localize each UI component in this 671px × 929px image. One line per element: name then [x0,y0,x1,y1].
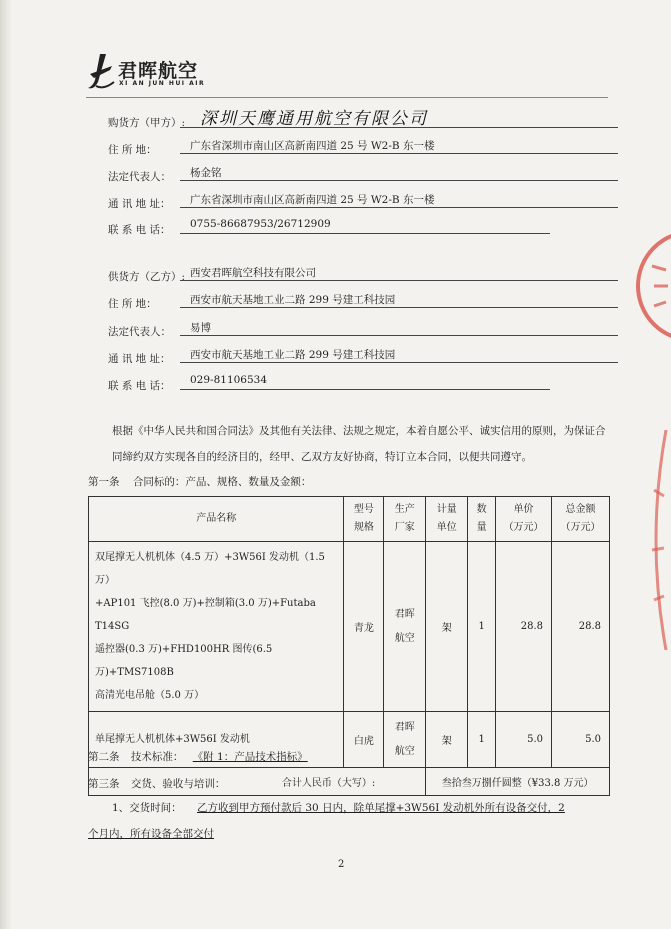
buyer-phone-label: 联 系 电 话： [108,224,171,236]
seller-phone-row [108,374,268,396]
buyer-name-handwritten: 深圳天鹰通用航空有限公司 [180,104,618,128]
header-total-amount: 总金额 （万元） [552,497,610,542]
total-label: 合计人民币（大写）: [89,768,426,796]
seller-mail-value: 西安市航天基地工业二路 299 号建工科技园 [180,347,618,363]
buyer-rep-label: 法定代表人： [108,171,171,183]
article1-label: 第一条 [88,476,120,488]
buyer-rep-value: 杨金铭 [180,165,618,181]
buyer-mail-value: 广东省深圳市南山区高新南四道 25 号 W2-B 东一楼 [180,192,618,208]
plane-logo-icon [86,52,116,92]
seller-address-value: 西安市航天基地工业二路 299 号建工科技园 [180,292,618,308]
header-divider [86,97,608,98]
buyer-mail-label: 通 讯 地 址： [108,198,171,210]
buyer-address-row [108,140,435,160]
buyer-address-label: 住 所 地： [108,144,157,156]
article2-title: 技术标准： [130,751,184,763]
table-header-row [89,497,610,542]
buyer-rep-row [108,167,222,187]
delivery-text-l2: 个月内，所有设备全部交付 [88,828,214,840]
row1-product-name: 双尾撑无人机机体（4.5 万）+3W56I 发动机（1.5 万） +AP101 飞控(8.0 万)+控制箱(3.0 万)+Futaba T14SG 遥控器(0.3 万)+FHD100HR 图传(6.5 万)+TMS7108B 高清光电吊舱（5.0 万） [89,542,344,712]
row2-maker: 君晖 航空 [384,712,426,768]
seller-name-label: 供货方（乙方）: [108,271,186,283]
article3-heading [88,776,225,791]
buyer-phone-row [108,218,331,240]
article2-label: 第二条 [88,751,120,763]
seller-rep-label: 法定代表人： [108,326,171,338]
header-product-name: 产品名称 [89,497,344,542]
row2-product-name: 单尾撑无人机机体+3W56I 发动机 [89,712,344,768]
header-unit-price: 单价 （万元） [496,497,552,542]
seller-phone-label: 联 系 电 话： [108,380,171,392]
delivery-label: 1、交货时间： [112,802,182,814]
row2-unit: 架 [426,712,468,768]
seller-name-value: 西安君晖航空科技有限公司 [180,265,618,281]
page-number: 2 [338,859,345,870]
seller-phone-value: 029-81106534 [180,374,550,390]
article1-heading [88,474,311,489]
company-seal-icon [632,226,671,346]
article3-title: 交货、验收与培训： [130,778,226,790]
row1-qty: 1 [468,542,496,712]
row2-total: 5.0 [552,712,610,768]
delivery-line-2 [88,821,608,847]
row2-qty: 1 [468,712,496,768]
intro-paragraph [88,418,608,470]
seller-name-row [108,267,316,287]
seam-seal-icon [636,430,671,650]
intro-text: 根据《中华人民共和国合同法》及其他有关法律、法规之规定，本着自愿公平、诚实信用的原则，为保证合同缔约双方实现各自的经济目的，经甲、乙双方友好协商，特订立本合同，以便共同遵守。 [112,425,606,463]
header-qty: 数 量 [468,497,496,542]
row1-total: 28.8 [552,542,610,712]
binding-edge [0,0,12,929]
article2-heading [88,749,308,764]
buyer-address-value: 广东省深圳市南山区高新南四道 25 号 W2-B 东一楼 [180,138,618,154]
buyer-name-label: 购货方（甲方）: [108,117,186,129]
seller-rep-value: 易博 [180,320,618,336]
header-unit: 计量 单位 [426,497,468,542]
header-model: 型号 规格 [344,497,384,542]
seller-address-label: 住 所 地： [108,298,157,310]
buyer-name-row [108,109,428,133]
total-value: 叁拾叁万捌仟圆整（¥33.8 万元） [426,768,610,796]
row1-unit-price: 28.8 [496,542,552,712]
seller-mail-row [108,349,396,369]
row2-unit-price: 5.0 [496,712,552,768]
article1-title: 合同标的：产品、规格、数量及金额： [132,476,312,488]
delivery-clause [88,795,608,847]
buyer-phone-value: 0755-86687953/26712909 [180,218,550,234]
seller-rep-row [108,322,211,342]
seller-address-row [108,294,396,314]
logo-name-en: XI AN JUN HUI AIR [119,80,206,87]
row1-maker: 君晖 航空 [384,542,426,712]
row1-model: 青龙 [344,542,384,712]
delivery-text-l1: 乙方收到甲方预付款后 30 日内，除单尾撑+3W56I 发动机外所有设备交付，2 [197,802,565,814]
table-row [89,542,610,712]
company-logo [86,52,226,96]
delivery-line-1 [88,795,608,821]
seller-mail-label: 通 讯 地 址： [108,353,171,365]
article3-label: 第三条 [88,778,120,790]
row2-model: 白虎 [344,712,384,768]
row1-unit: 架 [426,542,468,712]
buyer-mail-row [108,194,435,214]
logo-name-cn: 君晖航空 [118,60,199,82]
header-maker: 生产 厂家 [384,497,426,542]
article2-value: 《附 1：产品技术指标》 [192,751,308,763]
